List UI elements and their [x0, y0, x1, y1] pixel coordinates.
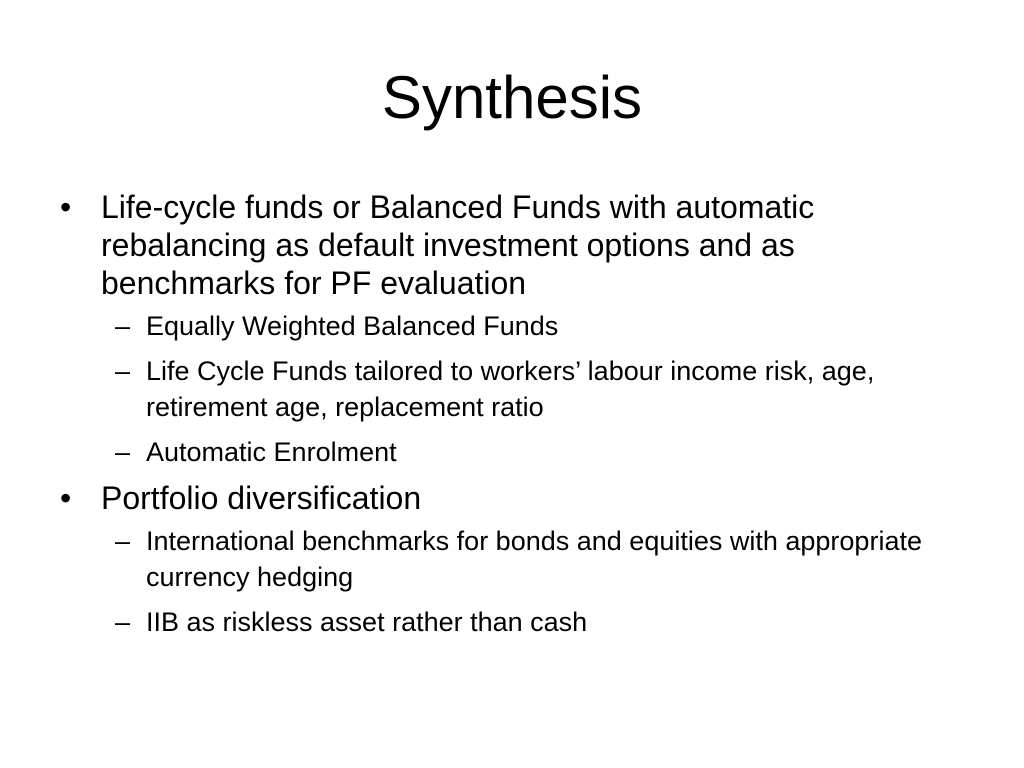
sub-bullet-item [101, 523, 960, 595]
sub-bullet-text: Equally Weighted Balanced Funds [146, 311, 559, 341]
bullet-marker: • [60, 189, 72, 225]
sub-bullet-list [101, 523, 960, 640]
dash-marker: – [115, 437, 131, 467]
slide-title: Synthesis [381, 64, 643, 131]
sub-bullet-text: Automatic Enrolment [146, 437, 397, 467]
sub-bullet-item [101, 353, 960, 425]
bullet-item [60, 188, 960, 470]
sub-bullet-list [101, 308, 960, 470]
dash-marker: – [115, 311, 131, 341]
dash-marker: – [115, 356, 131, 386]
sub-bullet-item [101, 308, 960, 344]
bullet-text: Life-cycle funds or Balanced Funds with automatic rebalancing as default investment options and as benchmarks for PF evaluation [101, 189, 815, 301]
sub-bullet-text: IIB as riskless asset rather than cash [146, 607, 588, 637]
bullet-text: Portfolio diversification [101, 480, 422, 516]
dash-marker: – [115, 526, 131, 556]
sub-bullet-item [101, 434, 960, 470]
dash-marker: – [115, 607, 131, 637]
sub-bullet-item [101, 604, 960, 640]
bullet-item [60, 479, 960, 640]
sub-bullet-text: International benchmarks for bonds and equities with appropriate currency hedging [146, 526, 922, 592]
sub-bullet-text: Life Cycle Funds tailored to workers’ labour income risk, age, retirement age, replacement ratio [146, 356, 875, 422]
bullet-list [60, 188, 960, 649]
bullet-marker: • [60, 480, 72, 516]
